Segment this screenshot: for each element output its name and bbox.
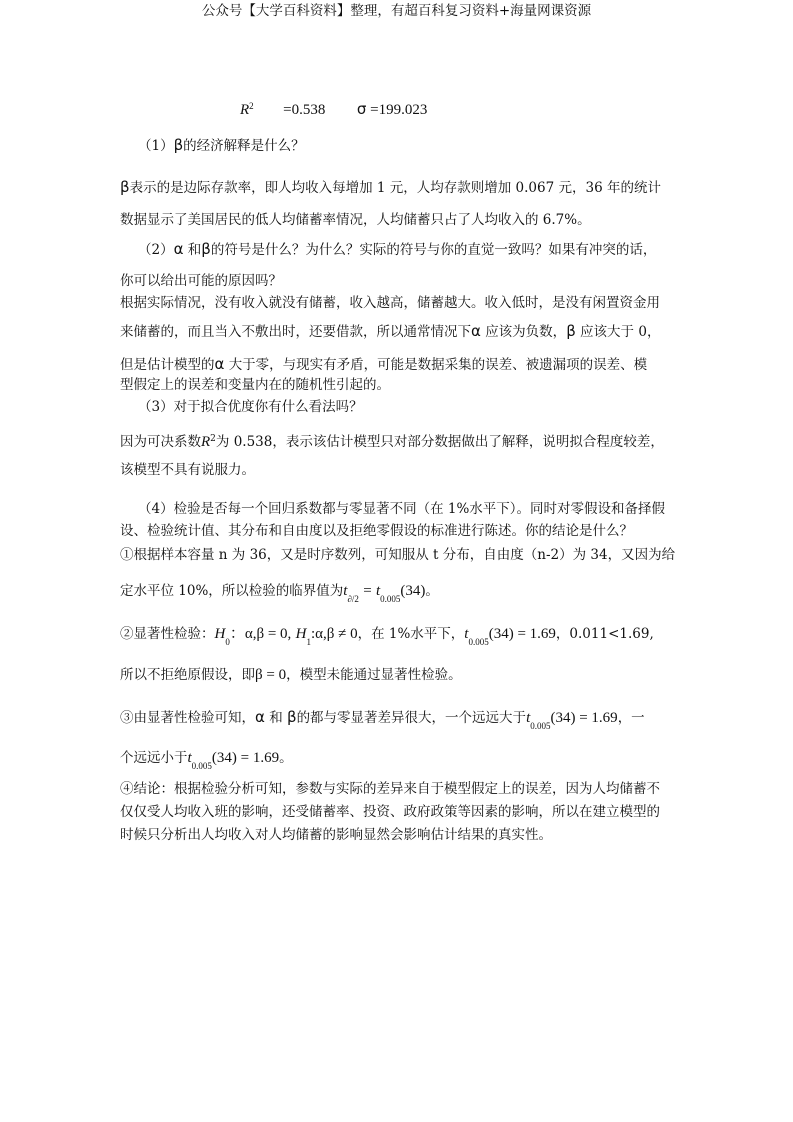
a4-3-t2-val: (34) = 1.69 (211, 750, 280, 766)
r-value: =0.538 (283, 102, 326, 118)
a4-2-line2-b: ，模型未能通过显著性检验。 (286, 667, 462, 683)
h0-text: ：α,β = 0, (229, 626, 292, 642)
critical-eq: = (363, 583, 372, 599)
answer-3-line-1 (120, 430, 664, 451)
h0-symbol: H (214, 626, 226, 642)
a4-3-t: t (526, 710, 531, 726)
a4-3-line2-b: 。 (279, 750, 293, 766)
answer-2-line-2 (120, 322, 660, 341)
a3-r: R (201, 434, 211, 450)
a2-line3-b: 大于零，与现实有矛盾，可能是数据采集的误差、被遗漏项的误差、模 (228, 357, 648, 373)
question-1 (138, 136, 305, 155)
a3-line1-a: 因为可决系数 (120, 434, 201, 450)
a4-3-line1-a: ③由显著性检验可知， (120, 710, 255, 726)
answer-2-line-3 (120, 355, 647, 374)
a4-2-line1-a: ②显著性检验： (120, 626, 215, 642)
answer-4-3-line-1 (120, 708, 645, 731)
h1-text: :α,β ≠ 0 (310, 626, 358, 642)
r-symbol: R (240, 102, 250, 118)
a4-2-line2-a: 所以不拒绝原假设，即 (120, 667, 255, 683)
q2-line1-text: 的符号是什么？为什么？实际的符号与你的直觉一致吗？如果有冲突的话， (210, 242, 657, 258)
q2-alpha: α (173, 240, 184, 258)
a4-2-tail: ，0.011<1.69, (555, 626, 654, 642)
a4-3-t-val: (34) = 1.69 (550, 710, 618, 726)
a4-2-t: t (464, 626, 469, 642)
answer-4-4-line-2: 仅仅受人均收入班的影响，还受储蓄率、投资、政府政策等因素的影响，所以在建立模型的 (120, 804, 660, 820)
q2-prefix: （2） (138, 242, 174, 258)
q1-beta: β (173, 136, 184, 154)
a1-beta: β (120, 178, 130, 196)
a4-3-line2-a: 个远远小于 (120, 750, 188, 766)
answer-4-3-line-2 (120, 749, 293, 771)
a2-line2-c: 应该大于 0， (580, 324, 661, 340)
a3-r-sup: 2 (210, 434, 216, 444)
critical-t-sub: ∂/2 (347, 594, 359, 604)
answer-4-2-line-2 (120, 666, 462, 684)
q1-text: 的经济解释是什么？ (183, 138, 305, 154)
answer-4-1-line-1: ①根据样本容量 n 为 36，又是时序数列，可知服从 t 分布，自由度（n-2）为 34，又因为给 (120, 547, 676, 563)
r-superscript: 2 (249, 101, 254, 111)
critical-t2-sub: 0.005 (380, 594, 401, 604)
question-2-line-1 (138, 240, 656, 259)
page-header: 公众号【大学百科资料】整理，有超百科复习资料+海量网课资源 (201, 3, 592, 19)
a4-2-line2-eq: β = 0 (255, 667, 287, 683)
answer-4-4-line-3: 时候只分析出人均收入对人均储蓄的影响显然会影响估计结果的真实性。 (120, 827, 552, 843)
critical-t: t (343, 583, 348, 599)
a2-alpha: α (471, 322, 481, 340)
a1-line1-text: 表示的是边际存款率，即人均收入每增加 1 元，人均存款则增加 0.067 元，36 年的统计 (129, 180, 661, 196)
answer-4-1-line-2 (120, 582, 439, 604)
a4-3-mid: 和 (269, 710, 283, 726)
a2-line2-a: 来储蓄的，而且当入不敷出时，还要借款，所以通常情况下 (120, 324, 471, 340)
a2-beta: β (566, 322, 576, 340)
a4-3-line1-b: 的都与零显著差异很大，一个远远大于 (296, 710, 527, 726)
answer-4-2-line-1 (120, 625, 654, 647)
a4-2-mid: ，在 1%水平下， (357, 626, 465, 642)
sigma-symbol: σ (356, 100, 367, 118)
critical-t2: t (375, 583, 381, 599)
a2-line2-b: 应该为负数， (485, 324, 567, 340)
question-4-line-2: 设、检验统计值、其分布和自由度以及拒绝零假设的标准进行陈述。你的结论是什么？ (120, 523, 633, 539)
answer-3-line-2: 该模型不具有说服力。 (120, 462, 255, 478)
h0-sub: 0 (225, 637, 230, 647)
a4-3-line1-c: ，一 (617, 710, 645, 726)
a3-line1-b: 为 0.538，表示该估计模型只对部分数据做出了解释，说明拟合程度较差， (215, 434, 664, 450)
a2-line3-a: 但是估计模型的 (120, 357, 215, 373)
question-2-line-2: 你可以给出可能的原因吗？ (120, 273, 282, 289)
h1-sub: 1 (306, 637, 311, 647)
a2-alpha2: α (214, 355, 225, 373)
critical-val: (34) (400, 583, 426, 599)
a4-3-t-sub: 0.005 (530, 721, 551, 731)
q2-beta: β (201, 240, 211, 258)
q2-mid: 和 (187, 242, 202, 258)
answer-2-line-4: 型假定上的误差和变量内在的随机性引起的。 (120, 377, 390, 393)
a4-2-t-sub: 0.005 (468, 637, 489, 647)
a4-1-end: 。 (425, 583, 439, 599)
sigma-value: =199.023 (370, 102, 428, 118)
a4-3-beta: β (286, 708, 297, 726)
answer-4-4-line-1: ④结论：根据检验分析可知，参数与实际的差异来自于模型假定上的误差，因为人均储蓄不 (120, 781, 660, 797)
a4-2-t-val: (34) = 1.69 (488, 626, 556, 642)
formula-line (240, 97, 427, 119)
a4-1-line2-a: 定水平位 10%，所以检验的临界值为 (120, 583, 344, 599)
a4-3-alpha: α (255, 708, 265, 726)
question-3: （3）对于拟合优度你有什么看法吗？ (138, 399, 363, 415)
a4-3-t2-sub: 0.005 (191, 761, 212, 771)
answer-1-line-1 (120, 178, 661, 197)
a4-3-t2: t (187, 750, 192, 766)
q1-prefix: （1） (138, 138, 174, 154)
h1-symbol: H (295, 626, 307, 642)
question-4-line-1: （4）检验是否每一个回归系数都与零显著不同（在 1%水平下）。同时对零假设和备择假 (138, 501, 666, 517)
answer-2-line-1: 根据实际情况，没有收入就没有储蓄，收入越高，储蓄越大。收入低时，是没有闲置资金用 (120, 295, 660, 311)
answer-1-line-2: 数据显示了美国居民的低人均储蓄率情况，人均储蓄只占了人均收入的 6.7%。 (120, 212, 591, 228)
